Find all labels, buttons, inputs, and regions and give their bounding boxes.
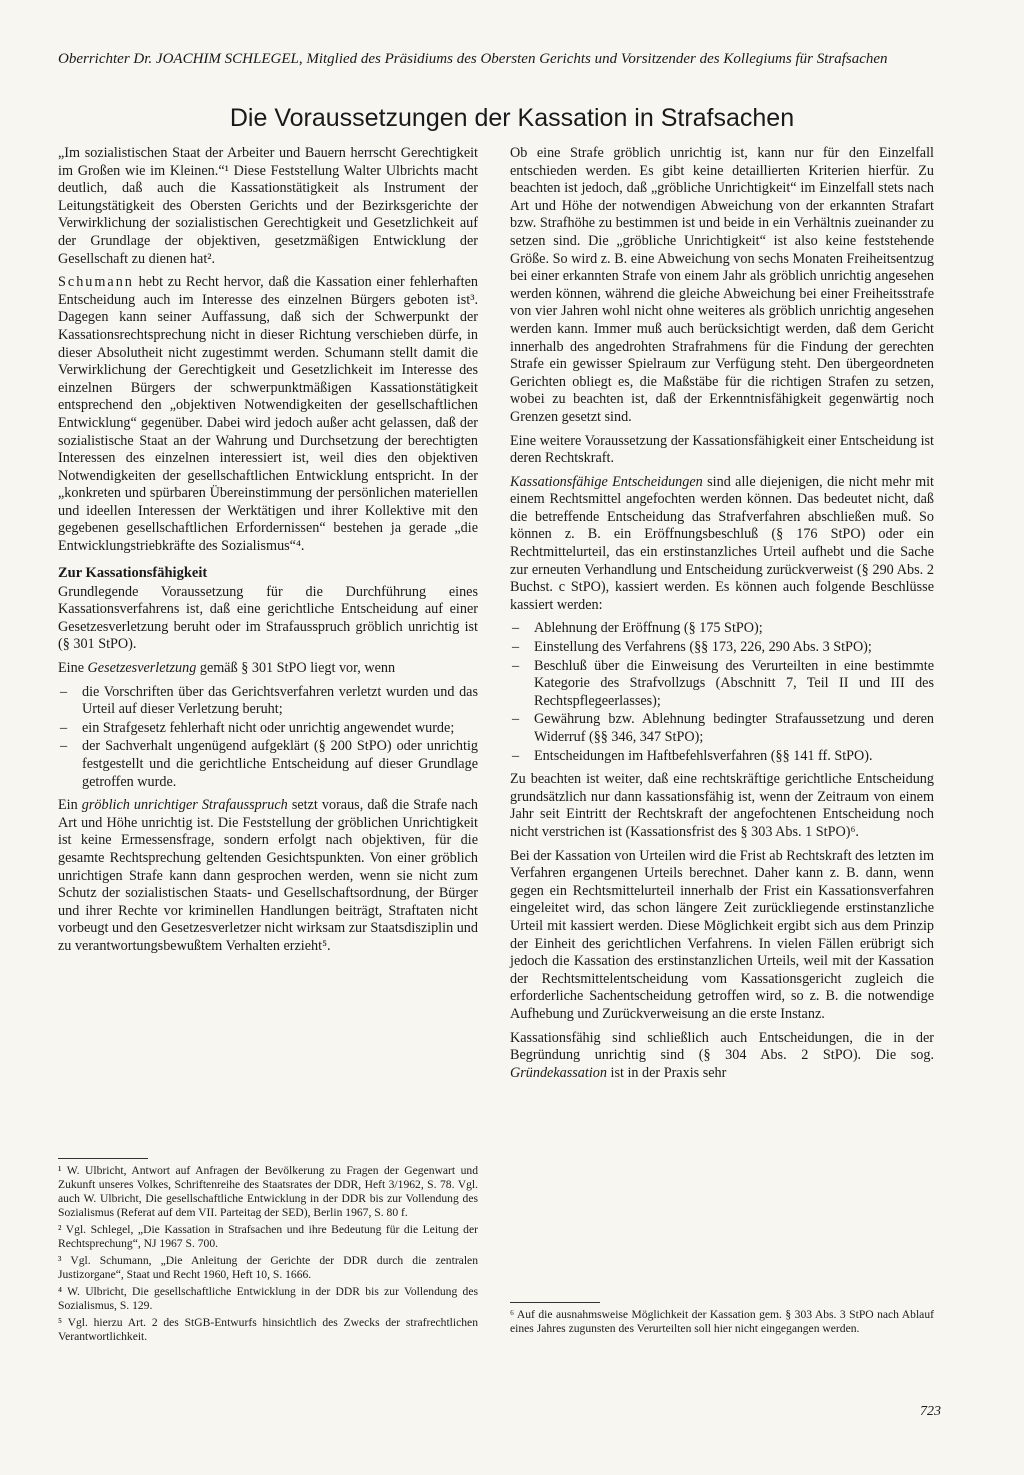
paragraph-text: hebt zu Recht hervor, daß die Kassation einer fehlerhaften Entscheidung auch im Interesse des einzelnen Bürgers geboten ist³. Dagegen kann seiner Auffassung, daß sich der Schwerpunkt der Kassationsrechtsprechung nicht in dieser Richtung verschieben dürfe, in dieser Absolutheit nicht zugestimmt werden. Schumann stellt damit die Verwirklichung der Gerechtigkeit und Gesetzlichkeit im Interesse des einzelnen Bürgers der schwerpunktmäßigen Kassationstätigkeit entsprechend den „objektiven Notwendigkeiten der gesellschaftlichen Entwicklung“ gegenüber. Dabei wird jedoch außer acht gelassen, daß der sozialistische Staat an der Wahrung und Durchsetzung der berechtigten Interessen des einzelnen interessiert ist, weil dies den objektiven Notwendigkeiten der gesellschaftlichen Entwicklung entspricht. In der „konkreten und spürbaren Übereinstimmung der persönlichen materiellen und ideellen Interessen der Werktätigen und ihrer Kollektive mit den gegebenen gesellschaftlichen Erfordernissen“ bestehen ja gerade „die Entwicklungstriebkräfte des Sozialismus“⁴. [58,274,478,555]
footnote-rule [58,1158,148,1159]
footnotes-left [58,1150,478,1347]
list-item: – ein Strafgesetz fehlerhaft nicht oder unrichtig angewendet wurde; [58,720,478,738]
author-line: Oberrichter Dr. JOACHIM SCHLEGEL, Mitglied des Präsidiums des Obersten Gerichts und Vorsitzender des Kollegiums für Strafsachen [58,51,888,67]
emphasis: Kassationsfähige Entscheidungen [510,473,703,490]
list-item: – Gewährung bzw. Ablehnung bedingter Strafaussetzung und deren Widerruf (§§ 346, 347 StPO); [510,711,934,746]
paragraph [58,274,478,556]
list-item: – Beschluß über die Einweisung des Verurteilten in eine bestimmte Kategorie des Strafvollzugs (Abschnitt 7, Teil II und III des Rechtspflegeerlasses); [510,658,934,711]
dash-list [510,620,934,765]
footnote: ⁶ Auf die ausnahmsweise Möglichkeit der Kassation gem. § 303 Abs. 3 StPO nach Ablauf eines Jahres zugunsten des Verurteilten soll hier nicht eingegangen werden. [510,1308,934,1335]
emphasis: gröblich unrichtiger Strafausspruch [81,797,288,814]
paragraph [58,660,478,678]
footnote: ² Vgl. Schlegel, „Die Kassation in Strafsachen und ihre Bedeutung für die Leitung der Rechtsprechung“, NJ 1967 S. 700. [58,1223,478,1250]
list-item: – Ablehnung der Eröffnung (§ 175 StPO); [510,620,934,638]
paragraph-text: ist in der Praxis sehr [606,1064,727,1081]
footnote: ³ Vgl. Schumann, „Die Anleitung der Gerichte der DDR durch die zentralen Justizorgane“, Staat und Recht 1960, Heft 10, S. 1666. [58,1254,478,1281]
dash-list [58,684,478,792]
list-item: – die Vorschriften über das Gerichtsverfahren verletzt wurden und das Urteil auf dieser Verletzung beruht; [58,684,478,719]
paragraph [58,797,478,955]
footnotes-right [510,1294,934,1339]
section-heading: Zur Kassationsfähigkeit [58,564,208,581]
paragraph-text: Ein [58,797,82,814]
right-column [510,145,934,1088]
paragraph: Ob eine Strafe gröblich unrichtig ist, kann nur für den Einzelfall entschieden werden. Es gibt keine detaillierten Kriterien hierfür. Zu beachten ist jedoch, daß „gröbliche Unrichtigkeit“ im Einzelfall stets nach Art und Höhe der notwendigen Abweichung von der erkannten Strafart bzw. Strafhöhe zu bestimmen ist und beide in ein Verhältnis zueinander zu setzen sind. Die „gröbliche Unrichtigkeit“ ist also keine feststehende Größe. So wird z. B. eine Abweichung von sechs Monaten Freiheitsentzug bei einer erkannten Strafe von einem Jahr als gröblich unrichtig angesehen werden können, während die gleiche Abweichung bei einer Freiheitsstrafe von vier Jahren wohl nicht ohne weiteres als gröblich unrichtig angesehen werden kann. Immer muß auch berücksichtigt werden, daß dem Gericht innerhalb des angedrohten Strafrahmens für die Findung der gerechten Strafe ein gewisser Spielraum zur Verfügung steht. Den übergeordneten Gerichten obliegt es, die Maßstäbe für die richtigen Strafen zu setzen, wobei zu beachten ist, daß der Erkenntnisfähigkeit gegenwärtig noch Grenzen gesetzt sind. [510,145,934,425]
footnote: ⁴ W. Ulbricht, Die gesellschaftliche Entwicklung in der DDR bis zur Vollendung des Sozialismus, S. 129. [58,1285,478,1312]
paragraph-text: sind alle diejenigen, die nicht mehr mit einem Rechtsmittel angefochten werden können. Das bedeutet nicht, daß die betreffende Entscheidung das Strafverfahren abschließen muß. So können z. B. ein Eröffnungsbeschluß (§ 176 StPO) oder ein Rechtmittelurteil, das ein erstinstanzliches Urteil aufhebt und die Sache zur erneuten Verhandlung und Entscheidung zurückverweist (§ 290 Abs. 2 Buchst. c StPO), kassiert werden. Es können auch folgende Beschlüsse kassiert werden: [510,473,934,613]
list-item: – Einstellung des Verfahrens (§§ 173, 226, 290 Abs. 3 StPO); [510,639,934,657]
paragraph: Bei der Kassation von Urteilen wird die Frist ab Rechtskraft des letzten im Verfahren ergangenen Urteils berechnet. Daher kann z. B. dann, wenn gegen ein Rechtsmittelurteil innerhalb der Frist ein Kassationsverfahren eingeleitet wird, das schon längere Zeit zurückliegende erstinstanzliche Urteil mit kassiert werden. Diese Möglichkeit ergibt sich aus dem Prinzip der Einheit des gerichtlichen Verfahrens. In vielen Fällen erübrigt sich jedoch die Kassation des erstinstanzlichen Urteils, weil mit der Kassation der Rechtsmittelentscheidung vom Kassationsgericht zugleich die erforderliche Sachentscheidung getroffen wird, so z. B. die notwendige Aufhebung und Zurückverweisung an die erste Instanz. [510,847,934,1022]
paragraph: Grundlegende Voraussetzung für die Durchführung eines Kassationsverfahrens ist, daß eine gerichtliche Entscheidung auf einer Gesetzesverletzung beruht oder im Strafausspruch gröblich unrichtig ist (§ 301 StPO). [58,583,478,653]
paragraph-text: Kassationsfähig sind schließlich auch Entscheidungen, die in der Begründung unrichtig sind (§ 304 Abs. 2 StPO). Die sog. [510,1029,934,1064]
list-item: – Entscheidungen im Haftbefehlsverfahren (§§ 141 ff. StPO). [510,748,934,766]
emphasis: Gesetzesverletzung [87,660,197,677]
paragraph: „Im sozialistischen Staat der Arbeiter und Bauern herrscht Gerechtigkeit im Großen wie im Kleinen.“¹ Diese Feststellung Walter Ulbrichts macht deutlich, daß auch die Kassationstätigkeit als Instrument der Leitungstätigkeit des Obersten Gerichts und der Bezirksgerichte der Verwirklichung der sozialistischen Gerechtigkeit und Gesetzlichkeit auf der Grundlage der objektiven, gesetzmäßigen Entwicklung der Gesellschaft zu dienen hat². [58,145,478,267]
page-number: 723 [920,1404,941,1419]
list-item: – der Sachverhalt ungenügend aufgeklärt (§ 200 StPO) oder unrichtig festgestellt und die gerichtliche Entscheidung auf dieser Grundlage getroffen wurde. [58,738,478,791]
paragraph [510,1030,934,1083]
paragraph-text: setzt voraus, daß die Strafe nach Art und Höhe unrichtig ist. Die Feststellung der gröblichen Unrichtigkeit ist keine Ermessensfrage, sondern erfolgt nach objektiven, für die gesamte Rechtsprechung geltenden Gesichtspunkten. Von einer gröblich unrichtigen Strafe kann dann gesprochen werden, wenn sie nicht zum Schutz der sozialistischen Staats- und Gesellschaftsordnung, der Bürger und ihrer Rechte vor kriminellen Handlungen beiträgt, Straftaten nicht vorbeugt und den Gesetzesverletzer nicht wirksam zur Staatsdisziplin und zu verantwortungsbewußtem Verhalten erzieht⁵. [58,797,478,954]
left-column [58,145,478,962]
footnote-rule [510,1302,600,1303]
paragraph-text: Eine [58,660,88,677]
footnote: ⁵ Vgl. hierzu Art. 2 des StGB-Entwurfs hinsichtlich des Zwecks der strafrechtlichen Verantwortlichkeit. [58,1316,478,1343]
author-name-spaced: Schumann [58,274,134,291]
paragraph: Zu beachten ist weiter, daß eine rechtskräftige gerichtliche Entscheidung grundsätzlich nur dann kassationsfähig ist, wenn der Zeitraum von einem Jahr seit Eintritt der Rechtskraft der angefochtenen Entscheidung noch nicht verstrichen ist (Kassationsfrist des § 303 Abs. 1 StPO)⁶. [510,771,934,840]
article-title: Die Voraussetzungen der Kassation in Strafsachen [229,104,795,132]
paragraph-text: gemäß § 301 StPO liegt vor, wenn [196,660,396,677]
paragraph [510,474,934,615]
paragraph: Eine weitere Voraussetzung der Kassationsfähigkeit einer Entscheidung ist deren Rechtskraft. [510,432,934,467]
footnote: ¹ W. Ulbricht, Antwort auf Anfragen der Bevölkerung zu Fragen der Gegenwart und Zukunft unseres Volkes, Schriftenreihe des Staatsrates der DDR, Heft 3/1962, S. 78. Vgl. auch W. Ulbricht, Die gesellschaftliche Entwicklung in der DDR bis zur Vollendung des Sozialismus (Referat auf dem VII. Parteitag der SED), Berlin 1967, S. 80 f. [58,1164,478,1219]
emphasis: Gründekassation [510,1064,607,1081]
